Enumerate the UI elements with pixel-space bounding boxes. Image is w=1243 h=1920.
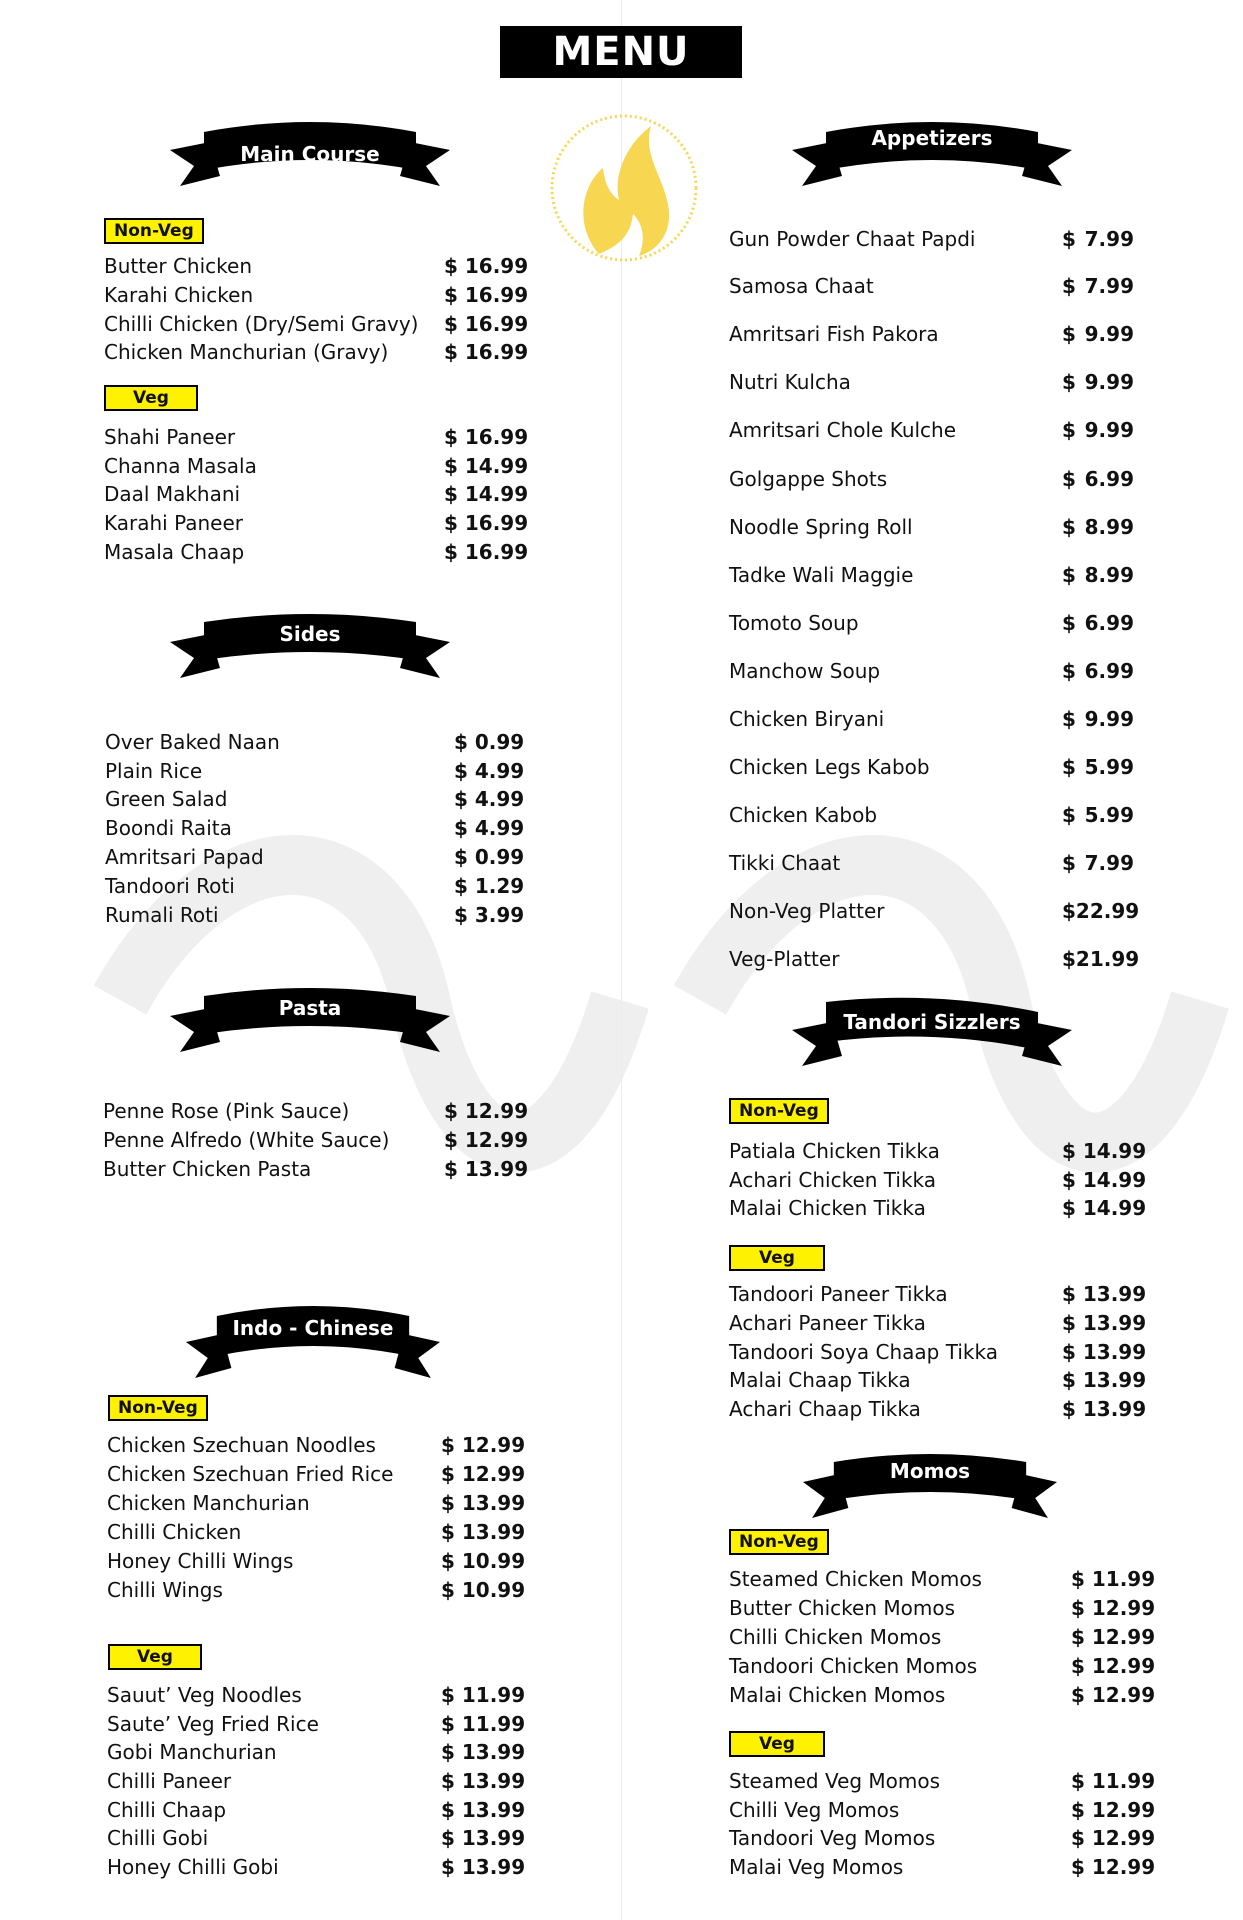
amount: 9.99 — [1084, 418, 1134, 442]
menu-item-name: Nutri Kulcha — [729, 370, 851, 394]
non-veg-tag: Non-Veg — [729, 1529, 829, 1555]
currency: $ — [1062, 274, 1076, 298]
section-banner-appetizers — [792, 112, 1072, 196]
menu-item-price — [1062, 611, 1134, 635]
menu-item-price: $ 16.99 — [444, 540, 529, 564]
menu-item-name: Amritsari Papad — [105, 845, 264, 869]
menu-item-price: $ 13.99 — [1062, 1282, 1147, 1306]
menu-item-name: Penne Alfredo (White Sauce) — [103, 1128, 390, 1152]
section-title: Sides — [279, 622, 341, 646]
menu-item-price: $ 11.99 — [441, 1712, 526, 1736]
menu-item-price: $ 13.99 — [1062, 1340, 1147, 1364]
menu-item-name: Chicken Kabob — [729, 803, 878, 827]
menu-item-name: Manchow Soup — [729, 659, 881, 683]
menu-item-name: Shahi Paneer — [104, 425, 236, 449]
currency: $ — [1062, 227, 1076, 251]
menu-item-price: $ 13.99 — [441, 1855, 526, 1879]
menu-item-price: $ 0.99 — [454, 730, 525, 754]
menu-item-price: $ 13.99 — [441, 1740, 526, 1764]
menu-item-price: $ 12.99 — [1071, 1683, 1156, 1707]
menu-item-price — [1062, 227, 1134, 251]
section-banner-momos — [803, 1444, 1057, 1528]
menu-item-price: $ 16.99 — [444, 254, 529, 278]
menu-item-name: Chilli Gobi — [107, 1826, 209, 1850]
menu-item-name: Daal Makhani — [104, 482, 241, 506]
menu-item-price — [1062, 322, 1134, 346]
menu-item-name: Rumali Roti — [105, 903, 219, 927]
menu-item-name: Butter Chicken Pasta — [103, 1157, 312, 1181]
menu-item-price: $ 0.99 — [454, 845, 525, 869]
menu-item-price: $ 11.99 — [441, 1683, 526, 1707]
menu-item-name: Masala Chaap — [104, 540, 245, 564]
menu-item-name: Honey Chilli Wings — [107, 1549, 294, 1573]
menu-item-name: Sauut’ Veg Noodles — [107, 1683, 302, 1707]
veg-tag: Veg — [104, 385, 198, 411]
menu-item-price: $ 13.99 — [441, 1491, 526, 1515]
menu-item-price: $ 13.99 — [444, 1157, 529, 1181]
menu-item-price: $ 12.99 — [1071, 1625, 1156, 1649]
menu-item-name: Amritsari Chole Kulche — [729, 418, 957, 442]
menu-item-name: Boondi Raita — [105, 816, 232, 840]
menu-item-name: Chilli Wings — [107, 1578, 223, 1602]
amount: 5.99 — [1084, 803, 1134, 827]
menu-item-name: Honey Chilli Gobi — [107, 1855, 279, 1879]
menu-item-name: Tadke Wali Maggie — [729, 563, 914, 587]
menu-item-name: Golgappe Shots — [729, 467, 888, 491]
section-title: Tandori Sizzlers — [843, 1010, 1021, 1034]
currency: $ — [1062, 467, 1076, 491]
menu-item-price — [1062, 467, 1134, 491]
currency: $ — [1062, 370, 1076, 394]
amount: 7.99 — [1084, 274, 1134, 298]
menu-item-price: $ 14.99 — [444, 454, 529, 478]
ribbon-icon — [170, 978, 450, 1062]
currency: $ — [1062, 707, 1076, 731]
menu-item-price: $ 14.99 — [1062, 1196, 1147, 1220]
menu-item-name: Tandoori Roti — [105, 874, 235, 898]
menu-item-price: $ 13.99 — [441, 1798, 526, 1822]
menu-item-price: $ 11.99 — [1071, 1567, 1156, 1591]
menu-item-price: $ 13.99 — [1062, 1397, 1147, 1421]
menu-item-price: $ 12.99 — [444, 1099, 529, 1123]
menu-item-name: Karahi Chicken — [104, 283, 254, 307]
menu-item-price: $ 12.99 — [1071, 1798, 1156, 1822]
menu-item-price: $ 11.99 — [1071, 1769, 1156, 1793]
menu-item-price: $ 10.99 — [441, 1578, 526, 1602]
menu-item-name: Butter Chicken — [104, 254, 253, 278]
menu-item-name: Tandoori Paneer Tikka — [729, 1282, 948, 1306]
section-title: Main Course — [240, 142, 380, 166]
menu-item-price: $ 4.99 — [454, 816, 525, 840]
menu-item-price: $ 1.29 — [454, 874, 525, 898]
section-banner-main-course — [170, 112, 450, 196]
menu-item-price: $ 12.99 — [444, 1128, 529, 1152]
menu-item-price — [1062, 899, 1140, 923]
currency: $ — [1062, 851, 1076, 875]
menu-item-price — [1062, 370, 1134, 394]
page-title: MENU — [500, 26, 742, 78]
menu-item-name: Samosa Chaat — [729, 274, 874, 298]
menu-item-price — [1062, 418, 1134, 442]
amount: 5.99 — [1084, 755, 1134, 779]
menu-item-name: Chicken Legs Kabob — [729, 755, 930, 779]
menu-item-price — [1062, 707, 1134, 731]
menu-item-name: Saute’ Veg Fried Rice — [107, 1712, 319, 1736]
menu-item-name: Achari Paneer Tikka — [729, 1311, 926, 1335]
menu-item-price: $ 13.99 — [1062, 1368, 1147, 1392]
non-veg-tag: Non-Veg — [104, 218, 204, 244]
menu-item-name: Chilli Chicken Momos — [729, 1625, 942, 1649]
menu-item-name: Malai Chaap Tikka — [729, 1368, 911, 1392]
menu-item-price — [1062, 803, 1134, 827]
menu-item-price: $ 16.99 — [444, 425, 529, 449]
menu-item-price: $ 14.99 — [1062, 1139, 1147, 1163]
menu-item-name: Amritsari Fish Pakora — [729, 322, 939, 346]
section-banner-pasta — [170, 978, 450, 1062]
menu-item-name: Patiala Chicken Tikka — [729, 1139, 940, 1163]
amount: 6.99 — [1084, 659, 1134, 683]
non-veg-tag: Non-Veg — [729, 1098, 829, 1124]
currency: $ — [1062, 755, 1076, 779]
currency: $ — [1062, 947, 1076, 971]
amount: 6.99 — [1084, 467, 1134, 491]
menu-item-price: $ 14.99 — [1062, 1168, 1147, 1192]
section-title: Appetizers — [871, 126, 993, 150]
menu-item-price: $ 4.99 — [454, 759, 525, 783]
non-veg-tag: Non-Veg — [108, 1395, 208, 1421]
menu-item-price — [1062, 515, 1134, 539]
amount: 9.99 — [1084, 370, 1134, 394]
menu-item-name: Non-Veg Platter — [729, 899, 885, 923]
menu-item-price — [1062, 659, 1134, 683]
section-title: Pasta — [278, 996, 342, 1020]
menu-item-price: $ 14.99 — [444, 482, 529, 506]
menu-item-price: $ 12.99 — [1071, 1826, 1156, 1850]
menu-item-price: $ 3.99 — [454, 903, 525, 927]
menu-item-name: Achari Chaap Tikka — [729, 1397, 921, 1421]
ribbon-icon — [803, 1444, 1057, 1528]
amount: 7.99 — [1084, 851, 1134, 875]
menu-item-name: Chilli Veg Momos — [729, 1798, 900, 1822]
menu-item-name: Chicken Szechuan Noodles — [107, 1433, 376, 1457]
menu-item-price — [1062, 755, 1134, 779]
section-banner-indo-chinese — [186, 1296, 440, 1380]
menu-item-name: Tandoori Soya Chaap Tikka — [729, 1340, 998, 1364]
currency: $ — [1062, 803, 1076, 827]
menu-item-name: Veg-Platter — [729, 947, 840, 971]
currency: $ — [1062, 418, 1076, 442]
menu-item-name: Achari Chicken Tikka — [729, 1168, 937, 1192]
menu-item-price: $ 13.99 — [1062, 1311, 1147, 1335]
amount: 21.99 — [1075, 947, 1140, 971]
amount: 9.99 — [1084, 707, 1134, 731]
menu-item-name: Chilli Chicken (Dry/Semi Gravy) — [104, 312, 419, 336]
menu-item-price — [1062, 851, 1134, 875]
ribbon-icon — [170, 604, 450, 688]
section-banner-tandoori-sizzlers — [792, 990, 1072, 1074]
menu-item-name: Chilli Paneer — [107, 1769, 232, 1793]
menu-item-name: Penne Rose (Pink Sauce) — [103, 1099, 350, 1123]
menu-item-name: Malai Chicken Momos — [729, 1683, 946, 1707]
menu-item-name: Steamed Chicken Momos — [729, 1567, 982, 1591]
currency: $ — [1062, 322, 1076, 346]
menu-item-name: Butter Chicken Momos — [729, 1596, 955, 1620]
menu-item-price: $ 13.99 — [441, 1520, 526, 1544]
menu-item-price — [1062, 947, 1140, 971]
menu-item-price: $ 16.99 — [444, 312, 529, 336]
currency: $ — [1062, 563, 1076, 587]
veg-tag: Veg — [729, 1245, 825, 1271]
menu-item-price: $ 10.99 — [441, 1549, 526, 1573]
menu-item-price: $ 16.99 — [444, 511, 529, 535]
menu-item-name: Karahi Paneer — [104, 511, 244, 535]
menu-item-name: Chilli Chaap — [107, 1798, 227, 1822]
menu-item-price: $ 12.99 — [441, 1462, 526, 1486]
section-title: Momos — [889, 1459, 971, 1483]
amount: 7.99 — [1084, 227, 1134, 251]
menu-item-name: Chicken Szechuan Fried Rice — [107, 1462, 394, 1486]
menu-item-price — [1062, 274, 1134, 298]
menu-item-name: Chicken Manchurian (Gravy) — [104, 340, 389, 364]
amount: 8.99 — [1084, 563, 1134, 587]
menu-item-price — [1062, 563, 1134, 587]
menu-item-price: $ 12.99 — [1071, 1596, 1156, 1620]
menu-item-name: Malai Veg Momos — [729, 1855, 904, 1879]
menu-item-name: Plain Rice — [105, 759, 203, 783]
flame-logo-icon — [543, 104, 705, 272]
ribbon-icon — [792, 112, 1072, 196]
menu-item-price: $ 16.99 — [444, 340, 529, 364]
menu-item-name: Gun Powder Chaat Papdi — [729, 227, 976, 251]
menu-item-name: Tomoto Soup — [729, 611, 859, 635]
veg-tag: Veg — [108, 1644, 202, 1670]
column-divider — [621, 0, 622, 1920]
menu-item-price: $ 16.99 — [444, 283, 529, 307]
amount: 22.99 — [1075, 899, 1140, 923]
menu-item-name: Chilli Chicken — [107, 1520, 242, 1544]
currency: $ — [1062, 899, 1076, 923]
currency: $ — [1062, 515, 1076, 539]
menu-item-name: Gobi Manchurian — [107, 1740, 277, 1764]
menu-item-price: $ 12.99 — [441, 1433, 526, 1457]
menu-item-price: $ 12.99 — [1071, 1654, 1156, 1678]
veg-tag: Veg — [729, 1731, 825, 1757]
menu-item-name: Tikki Chaat — [729, 851, 841, 875]
menu-item-name: Steamed Veg Momos — [729, 1769, 941, 1793]
menu-item-price: $ 13.99 — [441, 1826, 526, 1850]
menu-item-name: Malai Chicken Tikka — [729, 1196, 926, 1220]
menu-item-name: Over Baked Naan — [105, 730, 280, 754]
currency: $ — [1062, 659, 1076, 683]
currency: $ — [1062, 611, 1076, 635]
menu-item-name: Channa Masala — [104, 454, 257, 478]
amount: 6.99 — [1084, 611, 1134, 635]
amount: 9.99 — [1084, 322, 1134, 346]
menu-item-price: $ 13.99 — [441, 1769, 526, 1793]
menu-item-name: Green Salad — [105, 787, 228, 811]
menu-item-name: Chicken Biryani — [729, 707, 885, 731]
menu-item-price: $ 4.99 — [454, 787, 525, 811]
section-title: Indo - Chinese — [232, 1316, 394, 1340]
menu-item-price: $ 12.99 — [1071, 1855, 1156, 1879]
amount: 8.99 — [1084, 515, 1134, 539]
menu-item-name: Tandoori Chicken Momos — [729, 1654, 978, 1678]
section-banner-sides — [170, 604, 450, 688]
menu-item-name: Noodle Spring Roll — [729, 515, 913, 539]
menu-item-name: Chicken Manchurian — [107, 1491, 310, 1515]
menu-item-name: Tandoori Veg Momos — [729, 1826, 936, 1850]
